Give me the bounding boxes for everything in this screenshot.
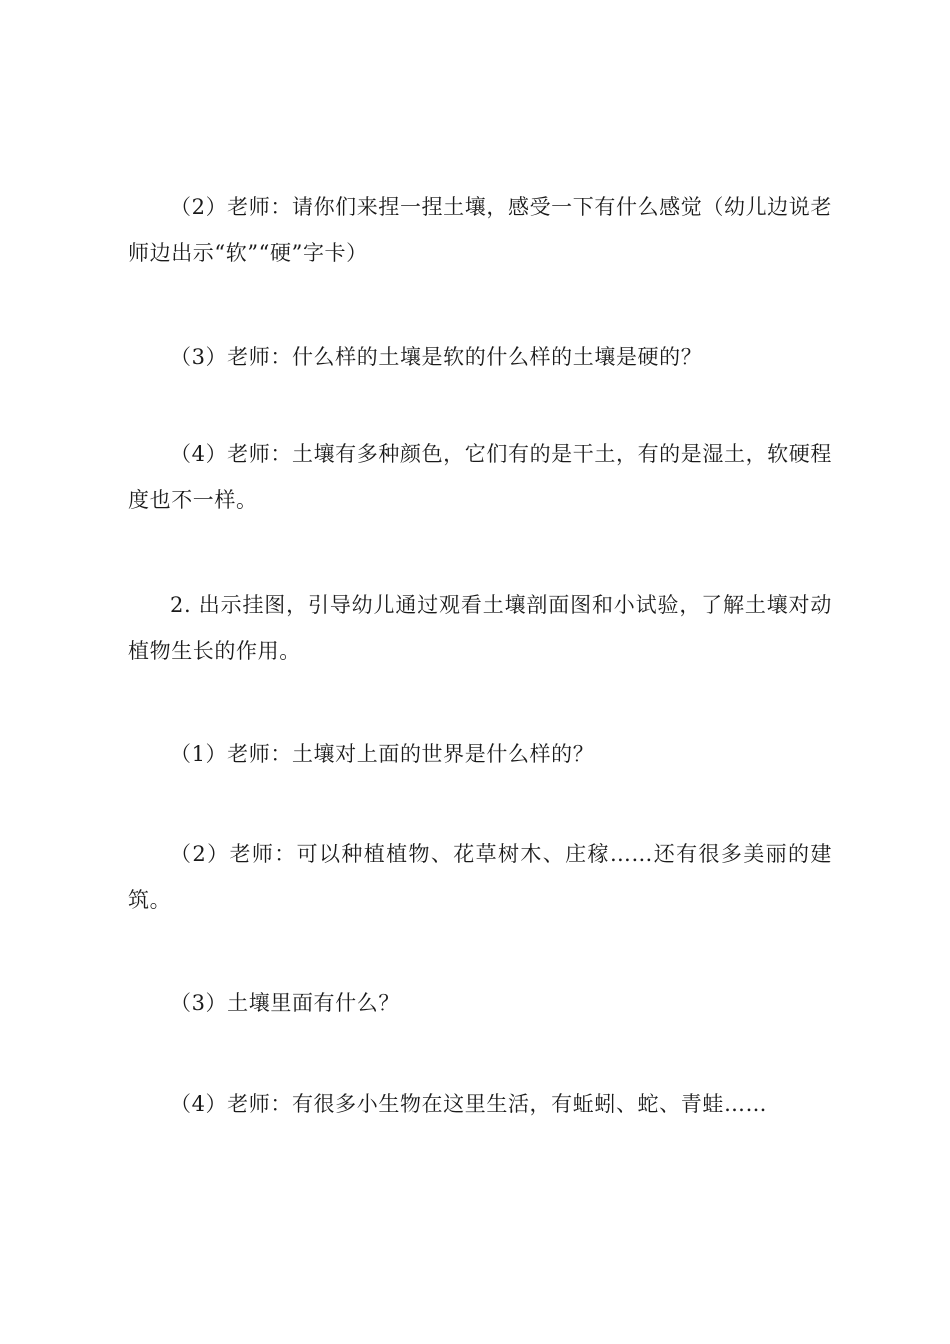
paragraph-small-creatures: （4）老师：有很多小生物在这里生活，有蚯蚓、蛇、青蛙…… <box>170 1092 768 1116</box>
paragraph-world-above: （1）老师：土壤对上面的世界是什么样的？ <box>170 742 595 766</box>
paragraph-inside-soil: （3）土壤里面有什么？ <box>170 991 400 1015</box>
paragraph-plants-buildings: （2）老师：可以种植植物、花草树木、庄稼……还有很多美丽的建筑。 <box>128 842 832 912</box>
paragraph-squeeze-soil: （2）老师：请你们来捏一捏土壤，感受一下有什么感觉（幼儿边说老师边出示“软”“硬”字卡） <box>128 195 832 265</box>
paragraph-soft-hard-question: （3）老师：什么样的土壤是软的什么样的土壤是硬的？ <box>170 345 703 369</box>
paragraph-section-2: 2. 出示挂图，引导幼儿通过观看土壤剖面图和小试验，了解土壤对动植物生长的作用。 <box>128 593 832 663</box>
paragraph-soil-colors: （4）老师：土壤有多种颜色，它们有的是干土，有的是湿土，软硬程度也不一样。 <box>128 442 832 512</box>
